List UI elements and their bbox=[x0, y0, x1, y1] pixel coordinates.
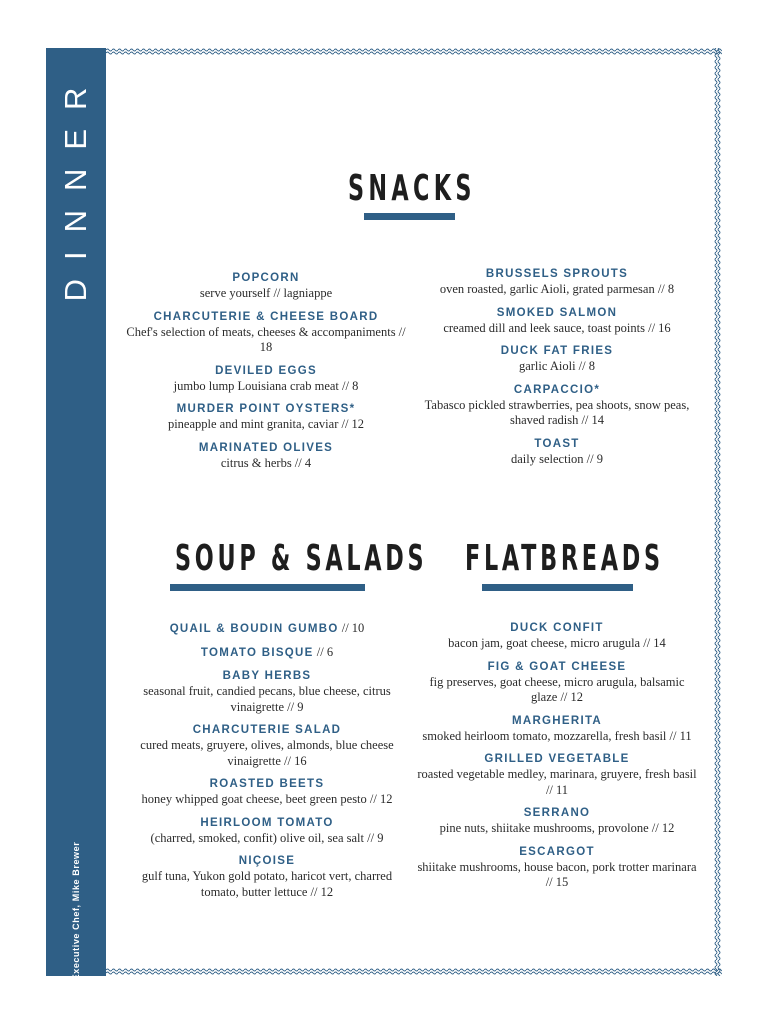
menu-item-name: GRILLED VEGETABLE bbox=[484, 753, 630, 765]
menu-item bbox=[122, 854, 412, 900]
menu-item-name: QUAIL & BOUDIN GUMBO bbox=[169, 623, 339, 635]
menu-item-description: jumbo lump Louisiana crab meat // 8 bbox=[173, 378, 359, 393]
menu-item-price: // 6 bbox=[313, 645, 334, 659]
menu-item-name: SMOKED SALMON bbox=[496, 306, 618, 319]
menu-item bbox=[126, 271, 406, 302]
menu-item bbox=[416, 267, 698, 298]
menu-item-description: pine nuts, shiitake mushrooms, provolone // 12 bbox=[439, 821, 675, 835]
menu-item-name: DUCK CONFIT bbox=[510, 622, 604, 634]
menu-item-heading bbox=[126, 441, 406, 456]
snacks-underline bbox=[364, 213, 455, 220]
soups-underline bbox=[170, 584, 365, 591]
menu-item-heading bbox=[126, 271, 406, 286]
menu-item-description: roasted vegetable medley, marinara, gruyere, fresh basil // 11 bbox=[417, 767, 697, 797]
menu-item bbox=[122, 645, 412, 661]
menu-item-description: citrus & herbs // 4 bbox=[220, 455, 312, 470]
menu-item bbox=[126, 364, 406, 395]
menu-item-heading bbox=[416, 714, 698, 729]
menu-item bbox=[122, 777, 412, 808]
chef-credit: Executive Chef, Mike Brewer bbox=[71, 841, 81, 981]
menu-item-name: CHARCUTERIE & CHEESE BOARD bbox=[153, 310, 379, 323]
menu-item-heading bbox=[126, 364, 406, 379]
menu-item bbox=[416, 752, 698, 798]
menu-item-description: smoked heirloom tomato, mozzarella, fresh basil // 11 bbox=[422, 728, 692, 743]
menu-title: DINNER bbox=[58, 68, 93, 302]
menu-item-price: // 10 bbox=[338, 621, 365, 635]
menu-item-name: ROASTED BEETS bbox=[209, 778, 325, 790]
menu-item-description: shiitake mushrooms, house bacon, pork trotter marinara // 15 bbox=[417, 859, 697, 889]
menu-item-description: cured meats, gruyere, olives, almonds, blue cheese vinaigrette // 16 bbox=[140, 738, 394, 768]
menu-item-heading bbox=[126, 310, 406, 325]
menu-item-name: BABY HERBS bbox=[222, 670, 312, 682]
menu-item-name: MURDER POINT OYSTERS* bbox=[176, 403, 356, 415]
menu-item-name: DUCK FAT FRIES bbox=[500, 345, 614, 357]
menu-item-description: honey whipped goat cheese, beet green pesto // 12 bbox=[141, 792, 393, 806]
menu-item-name: CHARCUTERIE SALAD bbox=[192, 724, 342, 736]
menu-item-heading bbox=[416, 437, 698, 452]
menu-item-description: creamed dill and leek sauce, toast points // 16 bbox=[443, 320, 671, 335]
menu-item-heading bbox=[122, 816, 412, 831]
menu-item-name: TOAST bbox=[534, 437, 580, 450]
menu-item bbox=[416, 621, 698, 652]
menu-item-heading bbox=[122, 645, 412, 661]
menu-item-heading bbox=[416, 306, 698, 321]
snacks-left-column bbox=[126, 271, 406, 479]
menu-item-name: ESCARGOT bbox=[519, 845, 595, 858]
menu-item-name: POPCORN bbox=[232, 272, 300, 284]
menu-item-name: CARPACCIO* bbox=[513, 383, 601, 396]
soups-title: SOUP & SALADS bbox=[175, 538, 428, 579]
menu-item-description: daily selection // 9 bbox=[511, 451, 603, 466]
sidebar-title bbox=[46, 48, 106, 308]
menu-item bbox=[416, 437, 698, 468]
menu-item bbox=[416, 806, 698, 837]
menu-item-heading bbox=[416, 344, 698, 359]
menu-item-heading bbox=[122, 777, 412, 792]
menu-item bbox=[416, 845, 698, 891]
snacks-right-column bbox=[416, 267, 698, 475]
flatbreads-underline bbox=[482, 584, 633, 591]
snacks-title: SNACKS bbox=[348, 168, 476, 209]
menu-item-heading bbox=[416, 267, 698, 282]
flatbreads-title: FLATBREADS bbox=[465, 538, 664, 579]
menu-item-name: MARGHERITA bbox=[511, 714, 603, 727]
menu-item bbox=[122, 816, 412, 847]
soups-column bbox=[122, 621, 412, 908]
menu-item-heading bbox=[416, 752, 698, 767]
menu-item-heading bbox=[416, 806, 698, 821]
menu-item-heading bbox=[122, 723, 412, 738]
menu-item-name: MARINATED OLIVES bbox=[198, 441, 334, 454]
menu-item-heading bbox=[416, 383, 698, 398]
menu-item-name: HEIRLOOM TOMATO bbox=[200, 816, 334, 829]
menu-item-description: Tabasco pickled strawberries, pea shoots, snow peas, shaved radish // 14 bbox=[424, 397, 690, 427]
menu-item-heading bbox=[126, 402, 406, 417]
menu-item bbox=[126, 310, 406, 356]
menu-item bbox=[416, 714, 698, 745]
menu-item-name: NIÇOISE bbox=[238, 855, 296, 867]
menu-item-description: garlic Aioli // 8 bbox=[518, 359, 596, 373]
menu-item-description: (charred, smoked, confit) olive oil, sea salt // 9 bbox=[150, 830, 384, 845]
menu-item-description: serve yourself // lagniappe bbox=[199, 286, 333, 300]
menu-item bbox=[122, 621, 412, 637]
menu-item-heading bbox=[122, 621, 412, 637]
menu-item-name: BRUSSELS SPROUTS bbox=[485, 268, 629, 280]
menu-item-name: SERRANO bbox=[523, 807, 591, 819]
menu-item-name: TOMATO BISQUE bbox=[200, 647, 314, 659]
menu-item-heading bbox=[416, 660, 698, 675]
menu-item-description: pineapple and mint granita, caviar // 12 bbox=[167, 417, 365, 431]
menu-item bbox=[416, 344, 698, 375]
menu-item-description: oven roasted, garlic Aioli, grated parmesan // 8 bbox=[439, 282, 675, 296]
menu-item bbox=[416, 660, 698, 706]
flatbreads-column bbox=[416, 621, 698, 899]
menu-item bbox=[126, 441, 406, 472]
menu-item bbox=[122, 669, 412, 715]
menu-item-description: fig preserves, goat cheese, micro arugula, balsamic glaze // 12 bbox=[429, 674, 685, 704]
menu-item-heading bbox=[416, 621, 698, 636]
menu-item-description: seasonal fruit, candied pecans, blue cheese, citrus vinaigrette // 9 bbox=[143, 684, 391, 714]
menu-item-heading bbox=[122, 854, 412, 869]
menu-item bbox=[122, 723, 412, 769]
menu-item-name: DEVILED EGGS bbox=[215, 364, 317, 377]
sidebar-chef bbox=[46, 828, 106, 988]
menu-item-description: Chef's selection of meats, cheeses & accompaniments // 18 bbox=[126, 324, 406, 354]
menu-item-description: gulf tuna, Yukon gold potato, haricot vert, charred tomato, butter lettuce // 12 bbox=[141, 869, 393, 899]
menu-item bbox=[416, 306, 698, 337]
sidebar bbox=[46, 48, 106, 981]
menu-item bbox=[416, 383, 698, 429]
menu-item-description: bacon jam, goat cheese, micro arugula // 14 bbox=[448, 636, 666, 650]
menu-item-heading bbox=[122, 669, 412, 684]
menu-item bbox=[126, 402, 406, 433]
menu-item-heading bbox=[416, 845, 698, 860]
menu-item-name: FIG & GOAT CHEESE bbox=[487, 660, 627, 673]
